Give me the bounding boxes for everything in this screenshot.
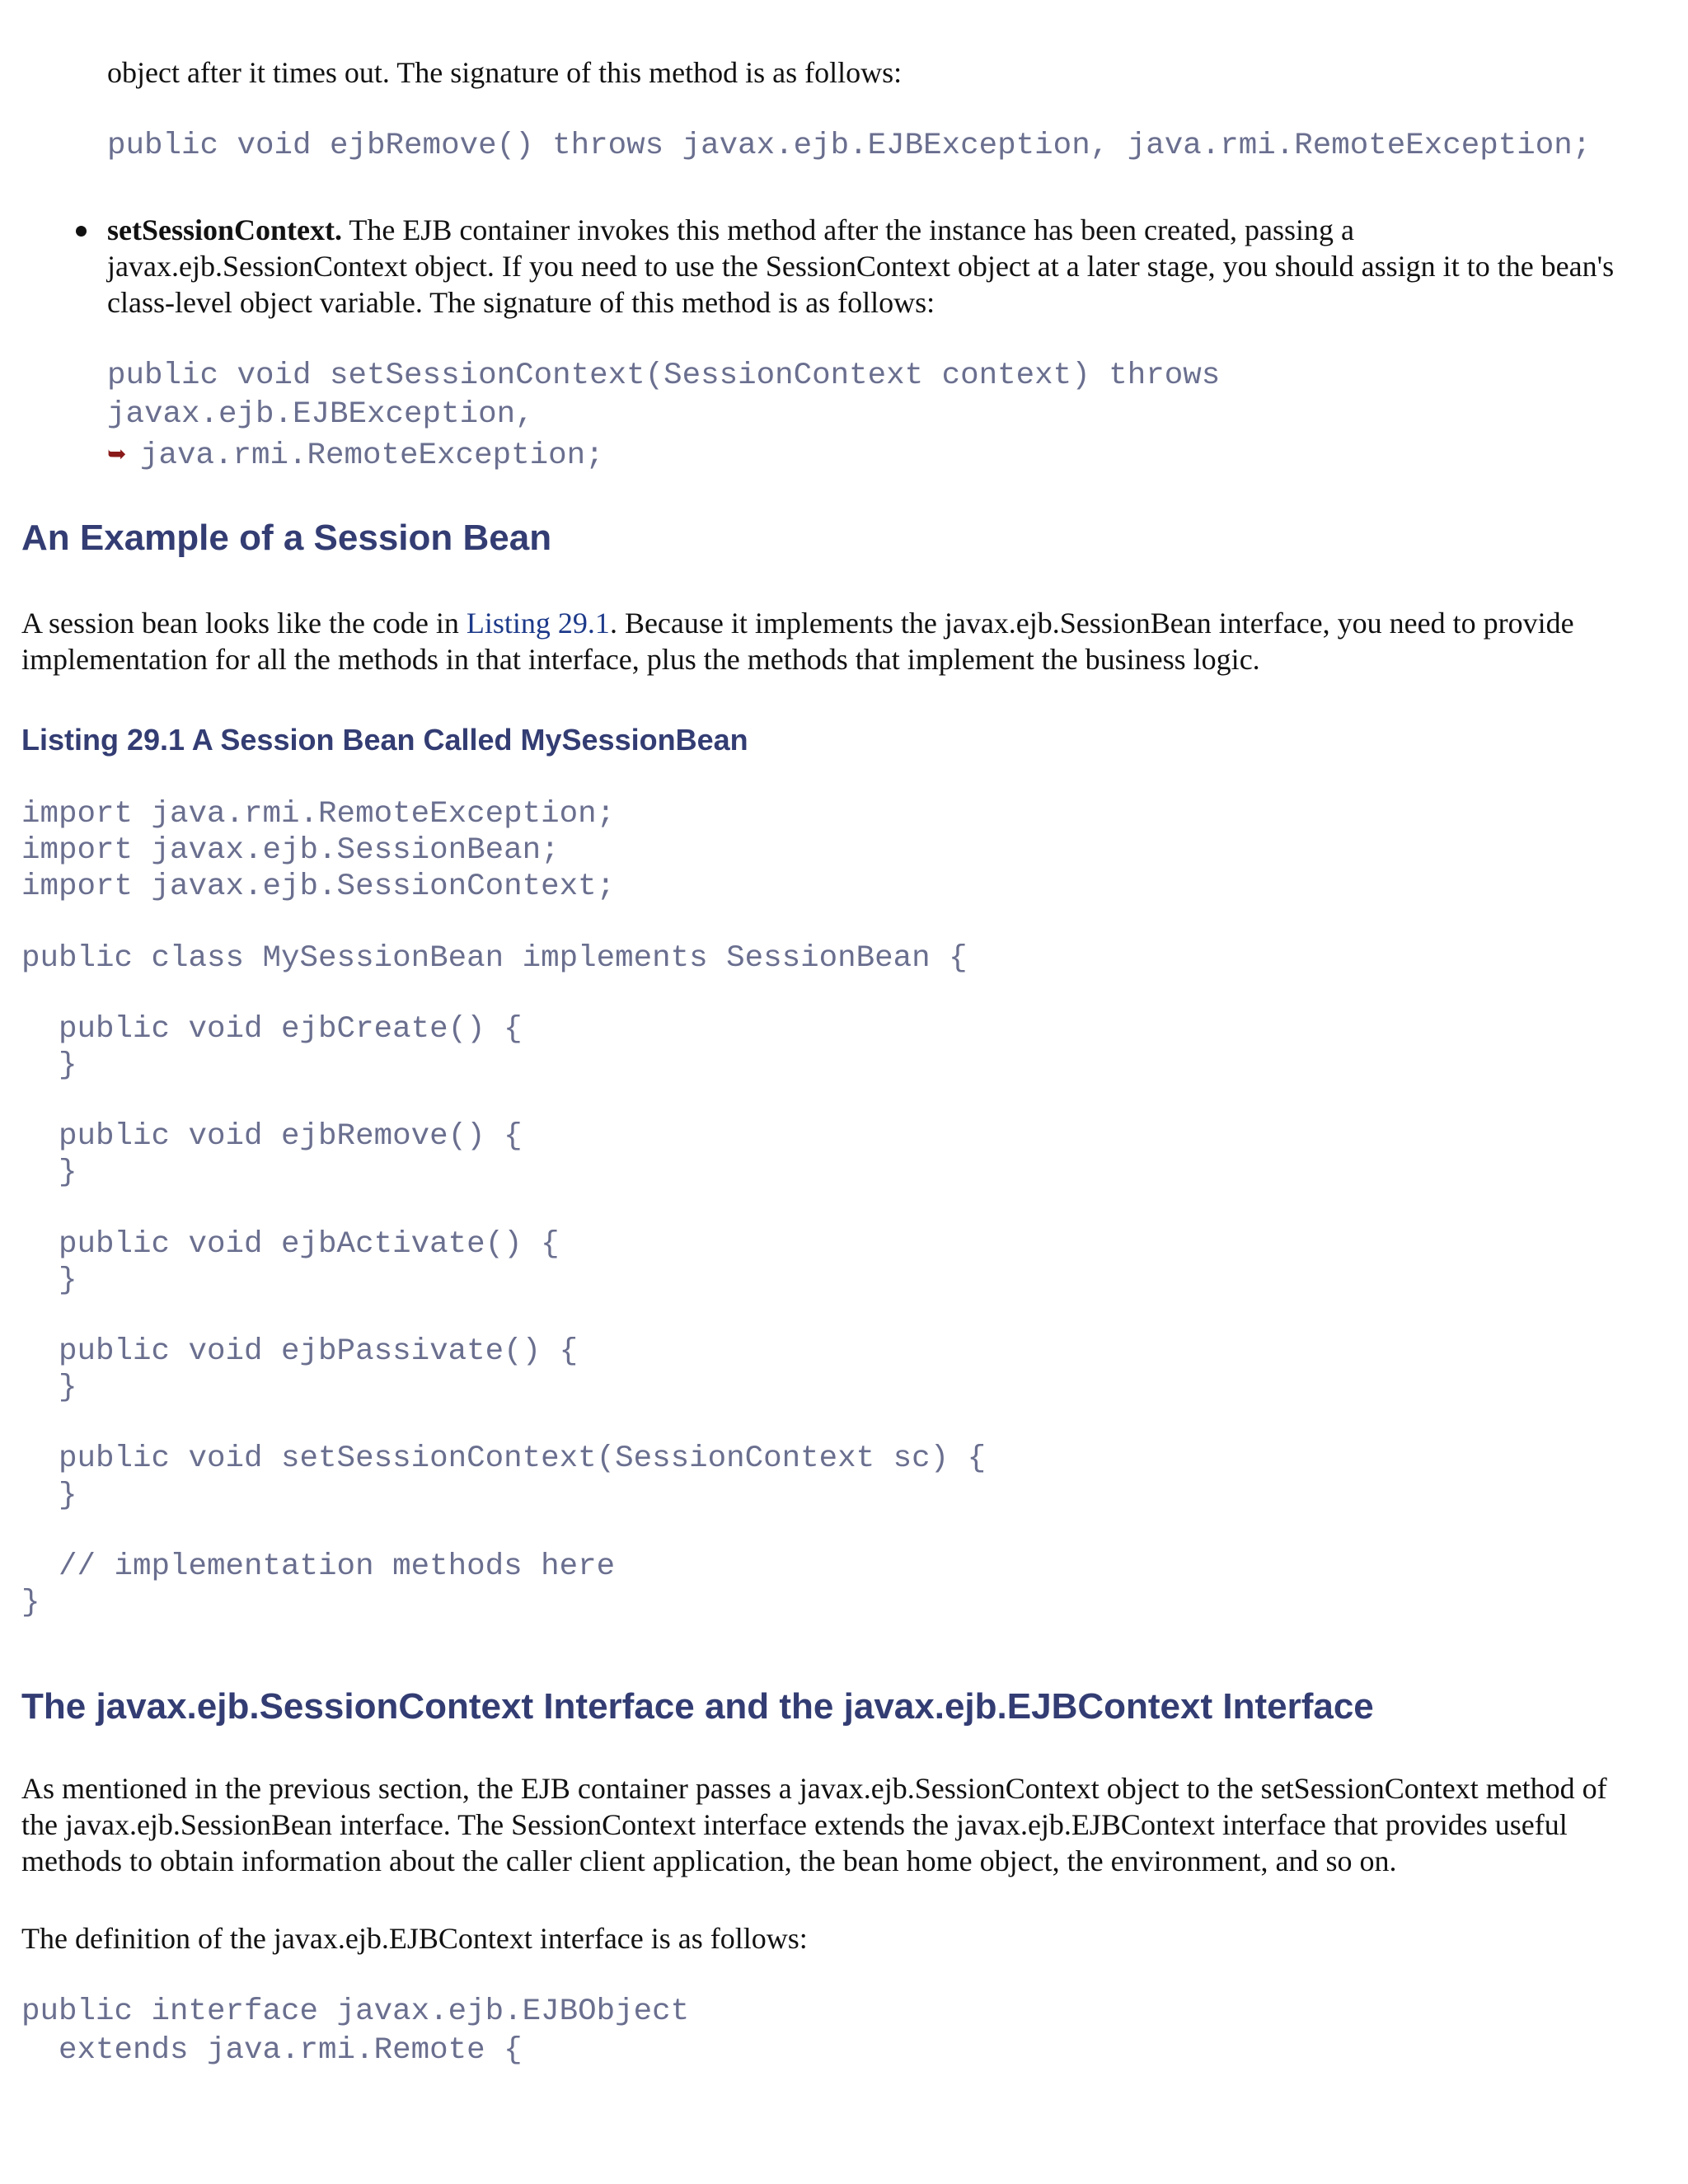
listing-title: Listing 29.1 A Session Bean Called MySessionBean [21, 723, 748, 757]
listing-code-line: public void ejbRemove() { [21, 1119, 523, 1155]
code-line: public void setSessionContext(SessionContext context) throws [107, 359, 1221, 393]
bullet-paragraph [107, 212, 1665, 321]
listing-code-line: import javax.ejb.SessionContext; [21, 869, 616, 905]
section2-line-2: the javax.ejb.SessionBean interface. The SessionContext interface extends the javax.ejb.EJBContext interface that provides useful [21, 1808, 1568, 1841]
listing-link[interactable]: Listing 29.1 [466, 607, 610, 640]
listing-code-line [21, 1514, 986, 1549]
listing-code-line: public class MySessionBean implements SessionBean { [21, 940, 968, 976]
bullet-term: setSessionContext. [107, 213, 342, 246]
listing-code-line: } [21, 1586, 40, 1621]
continuation-arrow-icon: ➥ [107, 440, 127, 467]
listing-code-line [21, 1299, 986, 1333]
bullet-marker [76, 226, 87, 237]
listing-code-block [21, 796, 986, 1621]
listing-code-line [21, 1406, 986, 1441]
code-ejbobject-definition [21, 1993, 689, 2070]
listing-code-line: } [21, 1263, 77, 1298]
listing-code-line [21, 1084, 986, 1118]
code-line: extends java.rmi.Remote { [21, 2033, 523, 2068]
listing-code-line [21, 1192, 986, 1226]
code-line: public interface javax.ejb.EJBObject [21, 1994, 690, 2029]
section1-line-2: implementation for all the methods in that interface, plus the methods that implement the business logic. [21, 643, 1260, 676]
section2-line-1: As mentioned in the previous section, the EJB container passes a javax.ejb.SessionContext object to the setSessionContext method of [21, 1772, 1607, 1805]
listing-code-line: import javax.ejb.SessionBean; [21, 833, 560, 869]
section1-line-1: A session bean looks like the code in Listing 29.1. Because it implements the javax.ejb.SessionBean interface, you need to provide [21, 607, 1574, 640]
listing-code-line: } [21, 1155, 77, 1191]
listing-code-line: public void ejbCreate() { [21, 1011, 523, 1047]
code-setsessioncontext-signature [107, 357, 1220, 476]
section-heading-sessioncontext-interface: The javax.ejb.SessionContext Interface and the javax.ejb.EJBContext Interface [21, 1686, 1374, 1727]
section-heading-session-bean-example: An Example of a Session Bean [21, 518, 552, 558]
code-line: javax.ejb.EJBException, [107, 397, 534, 432]
section2-paragraph-2: The definition of the javax.ejb.EJBContext interface is as follows: [21, 1922, 808, 1955]
listing-code-line: } [21, 1371, 77, 1406]
listing-code-line: public void ejbActivate() { [21, 1226, 560, 1262]
listing-code-line [21, 906, 986, 940]
intro-line: object after it times out. The signature of this method is as follows: [107, 56, 903, 89]
listing-code-line: // implementation methods here [21, 1549, 616, 1584]
listing-code-line: public void setSessionContext(SessionContext sc) { [21, 1441, 987, 1477]
code-ejbremove-signature: public void ejbRemove() throws javax.ejb.EJBException, java.rmi.RemoteException; [107, 129, 1592, 163]
section2-line-3: methods to obtain information about the caller client application, the bean home object, the environment, and so on. [21, 1844, 1397, 1877]
bullet-line-3: class-level object variable. The signature of this method is as follows: [107, 286, 935, 319]
listing-code-line [21, 977, 986, 1011]
section2-paragraph-1 [21, 1770, 1678, 1879]
section1-paragraph [21, 605, 1670, 677]
bullet-line-1 [107, 212, 1665, 248]
listing-code-line: } [21, 1048, 77, 1084]
listing-code-line: } [21, 1478, 77, 1513]
listing-code-line: import java.rmi.RemoteException; [21, 797, 616, 832]
bullet-line-1-text: The EJB container invokes this method after the instance has been created, passing a [342, 213, 1354, 246]
code-line: ➥ java.rmi.RemoteException; [107, 434, 1220, 476]
listing-code-line: public void ejbPassivate() { [21, 1334, 579, 1370]
bullet-line-2: javax.ejb.SessionContext object. If you need to use the SessionContext object at a later stage, you should assign it to the bean's [107, 250, 1615, 283]
